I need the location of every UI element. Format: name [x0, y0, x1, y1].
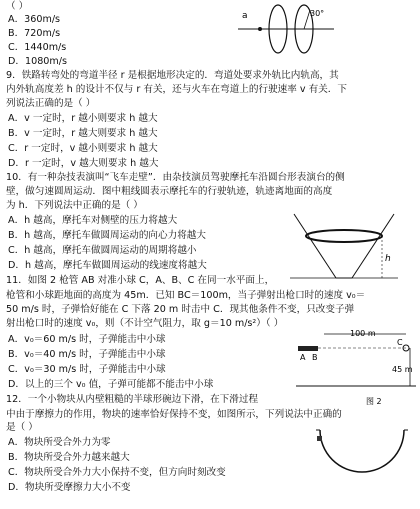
- question-line: 50 m/s 时，子弹恰好能在 C 下落 20 m 时击中 C．现其他条件不变，只改变子弹: [6, 304, 355, 315]
- answer-option: D．物块所受摩擦力大小不变: [8, 482, 131, 493]
- answer-option: A．物块所受合外力为零: [8, 437, 111, 448]
- question-line: 为 h．下列说法中正确的是（ ）: [6, 200, 143, 211]
- answer-option: C．物块所受合外力大小保持不变，但方向时刻改变: [8, 467, 226, 478]
- answer-option: D．r 一定时，v 越大则要求 h 越大: [8, 158, 159, 169]
- answer-option: B．v₀＝40 m/s 时，子弹能击中小球: [8, 349, 166, 360]
- answer-option: C．h 越高，摩托车做圆周运动的周期将越小: [8, 245, 197, 256]
- question-line: 内外轨高度差 h 的设计不仅与 r 有关，还与火车在弯道上的行驶速率 v 有关．下: [6, 84, 347, 95]
- figure-gun-and-ball: [296, 326, 420, 410]
- answer-option: C．1440m/s: [8, 42, 67, 53]
- question-line: 10．有一种杂技表演叫“飞车走壁”．由杂技演员驾驶摩托车沿圆台形表演台的侧: [6, 172, 345, 183]
- answer-option: B．720m/s: [8, 28, 61, 39]
- question-line: 射出枪口时的速度 v₀，则（不计空气阻力，取 g＝10 m/s²）（ ）: [6, 318, 284, 329]
- gun-label-height: 45 m: [392, 365, 413, 374]
- answer-option: A．h 越高，摩托车对侧壁的压力将越大: [8, 215, 178, 226]
- question-line: （ ）: [6, 1, 29, 12]
- question-line: 中由于摩擦力的作用，物块的速率恰好保持不变，如图所示，下列说法中正确的: [6, 409, 342, 420]
- answer-option: C．r 一定时，v 越小则要求 h 越大: [8, 143, 158, 154]
- answer-option: B．h 越高，摩托车做圆周运动的向心力将越大: [8, 230, 206, 241]
- question-line: 列说法正确的是（ ）: [6, 98, 96, 109]
- gun-label-c: C: [397, 338, 403, 347]
- gun-label-distance: 100 m: [350, 329, 376, 338]
- question-line: 是（ ）: [6, 422, 38, 433]
- figure-bowl: [312, 424, 412, 498]
- answer-option: B．物块所受合外力越来越大: [8, 452, 130, 463]
- question-line: 12．一个小物块从内壁粗糙的半球形碗边下滑，在下滑过程: [6, 394, 259, 405]
- question-line: 枪管和小球距地面的高度为 45m．已知 BC＝100m，当子弹射出枪口时的速度 v₀＝: [6, 290, 366, 301]
- answer-option: B．v 一定时，r 越大则要求 h 越大: [8, 128, 158, 139]
- gun-label-a: A: [300, 353, 306, 362]
- answer-option: A．360m/s: [8, 14, 61, 25]
- figure-rotating-discs: [236, 2, 336, 56]
- answer-option: D．h 越高，摩托车做圆周运动的线速度将越大: [8, 260, 207, 271]
- cone-label-h: h: [385, 254, 391, 264]
- question-line: 11．如图 2 枪管 AB 对准小球 C，A、B、C 在同一水平面上，: [6, 275, 275, 286]
- answer-option: D．以上的三个 v₀ 值，子弹可能都不能击中小球: [8, 379, 214, 390]
- answer-option: C．v₀＝30 m/s 时，子弹能击中小球: [8, 364, 166, 375]
- disc-label-a: a: [242, 11, 248, 21]
- gun-label-b: B: [312, 353, 318, 362]
- disc-label-angle: 30°: [310, 9, 325, 18]
- answer-option: A．v₀＝60 m/s 时，子弹能击中小球: [8, 334, 166, 345]
- answer-option: D．1080m/s: [8, 56, 67, 67]
- question-line: 9．铁路转弯处的弯道半径 r 是根据地形决定的．弯道处要求外轨比内轨高，其: [6, 70, 339, 81]
- gun-caption: 图 2: [366, 397, 382, 406]
- figure-cone-track: [290, 206, 398, 282]
- answer-option: A．v 一定时，r 越小则要求 h 越大: [8, 113, 158, 124]
- question-line: 壁，做匀速圆周运动．图中粗线圆表示摩托车的行驶轨迹，轨迹离地面的高度: [6, 186, 333, 197]
